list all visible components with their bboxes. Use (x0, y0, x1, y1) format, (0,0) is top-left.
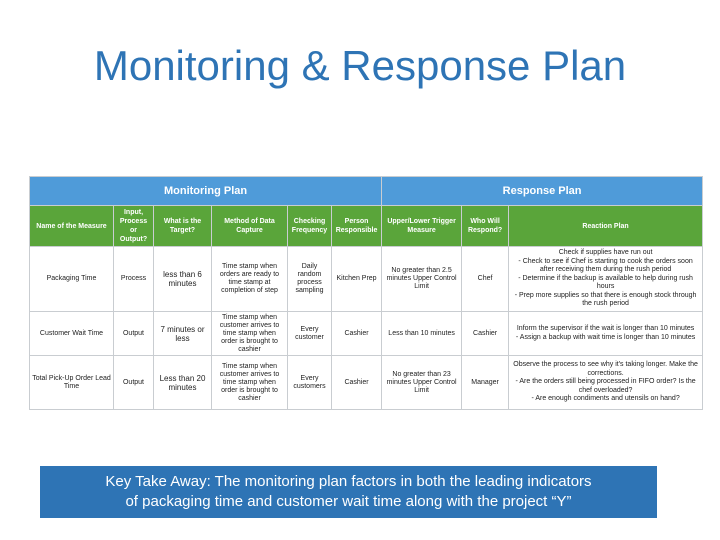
cell-target: Less than 20 minutes (154, 356, 212, 410)
cell-measure: Customer Wait Time (30, 312, 114, 356)
col-header-target: What is the Target? (154, 206, 212, 247)
cell-frequency: Every customer (288, 312, 332, 356)
takeaway-line: of packaging time and customer wait time along with the project “Y” (125, 493, 572, 510)
reaction-line: Observe the process to see why it's taking longer. Make the corrections. (513, 361, 698, 377)
reaction-line: - Check to see if Chef is starting to cook the orders soon after receiving them during the rush period (518, 257, 693, 274)
reaction-line: - Are enough condiments and utensils on hand? (531, 395, 680, 403)
cell-method: Time stamp when customer arrives to time stamp when order is brought to cashier (212, 356, 288, 410)
cell-reaction (509, 312, 703, 356)
monitoring-response-table (29, 176, 703, 410)
cell-ipo: Output (114, 312, 154, 356)
cell-target: 7 minutes or less (154, 312, 212, 356)
cell-target: less than 6 minutes (154, 247, 212, 312)
table-row (30, 312, 703, 356)
col-header-trigger: Upper/Lower Trigger Measure (382, 206, 462, 247)
cell-responder: Manager (462, 356, 509, 410)
slide-title: Monitoring & Response Plan (93, 42, 627, 89)
reaction-line: - Prep more supplies so that there is enough stock through the rush period (514, 291, 697, 308)
reaction-line: - Determine if the backup is available to help during rush hours (518, 274, 693, 291)
col-header-frequency: Checking Frequency (288, 206, 332, 247)
cell-person: Cashier (332, 356, 382, 410)
col-header-method: Method of Data Capture (212, 206, 288, 247)
cell-trigger: Less than 10 minutes (382, 312, 462, 356)
cell-person: Kitchen Prep (332, 247, 382, 312)
cell-frequency: Daily random process sampling (288, 247, 332, 312)
cell-method: Time stamp when customer arrives to time stamp when order is brought to cashier (212, 312, 288, 356)
cell-person: Cashier (332, 312, 382, 356)
cell-method: Time stamp when orders are ready to time stamp at completion of step (212, 247, 288, 312)
cell-reaction (509, 356, 703, 410)
cell-reaction (509, 247, 703, 312)
col-header-person: Person Responsible (332, 206, 382, 247)
monitoring-plan-header: Monitoring Plan (30, 177, 382, 206)
col-header-responder: Who Will Respond? (462, 206, 509, 247)
reaction-line: - Assign a backup with wait time is longer than 10 minutes (515, 333, 696, 341)
table-row (30, 247, 703, 312)
cell-responder: Chef (462, 247, 509, 312)
cell-trigger: No greater than 2.5 minutes Upper Control Limit (382, 247, 462, 312)
cell-responder: Cashier (462, 312, 509, 356)
cell-trigger: No greater than 23 minutes Upper Control Limit (382, 356, 462, 410)
col-header-reaction: Reaction Plan (509, 206, 703, 247)
cell-measure: Total Pick-Up Order Lead Time (30, 356, 114, 410)
response-plan-header: Response Plan (382, 177, 703, 206)
cell-ipo: Output (114, 356, 154, 410)
reaction-line: Inform the supervisor if the wait is longer than 10 minutes (516, 325, 695, 332)
table-row (30, 356, 703, 410)
col-header-ipo: Input, Process or Output? (114, 206, 154, 247)
key-takeaway-box (40, 466, 657, 518)
reaction-line: - Are the orders still being processed in FIFO order? Is the chef overloaded? (515, 378, 696, 394)
cell-ipo: Process (114, 247, 154, 312)
col-header-measure: Name of the Measure (30, 206, 114, 247)
cell-measure: Packaging Time (30, 247, 114, 312)
takeaway-line: Key Take Away: The monitoring plan factors in both the leading indicators (105, 473, 592, 490)
reaction-line: Check if supplies have run out (558, 249, 653, 257)
cell-frequency: Every customers (288, 356, 332, 410)
